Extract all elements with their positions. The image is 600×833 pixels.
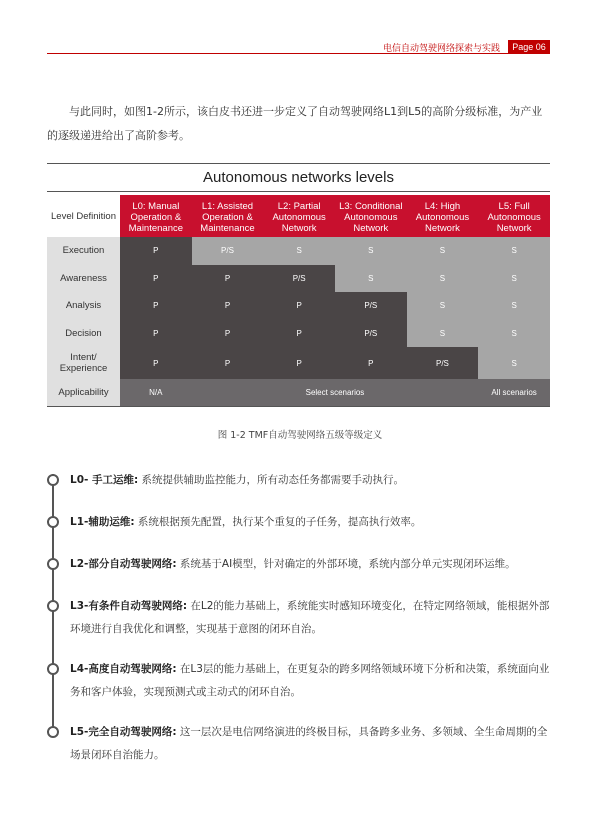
level-item-body: 这一层次是电信网络演进的终极目标，具备跨多业务、多领域、全生命周期的全场景闭环自治能力。 <box>70 726 548 761</box>
level-header-line: Autonomous <box>272 211 326 223</box>
table-cell: P <box>120 347 192 379</box>
table-title-rule <box>47 191 550 192</box>
table-row-awareness <box>47 265 550 293</box>
level-header-line: Network <box>425 222 460 234</box>
level-header-l1 <box>192 195 264 237</box>
table-cell: P <box>120 292 192 320</box>
table-cell: S <box>407 237 479 265</box>
header-title: 电信自动驾驶网络探索与实践 <box>382 44 500 54</box>
applicability-all-scenarios: All scenarios <box>478 379 550 406</box>
table-cell: S <box>478 237 550 265</box>
level-item-text <box>70 721 555 767</box>
table-cell: P/S <box>407 347 479 379</box>
timeline-dot <box>47 726 59 738</box>
level-header-line: L5: Full <box>498 200 530 212</box>
table-cell: S <box>335 237 407 265</box>
row-label-line: Experience <box>59 363 108 374</box>
level-item-body: 系统根据预先配置，执行某个重复的子任务，提高执行效率。 <box>134 516 422 528</box>
intro-paragraph <box>47 100 553 148</box>
timeline-dot <box>47 474 59 486</box>
level-item-head: L4-高度自动驾驶网络: <box>70 663 177 675</box>
level-item-text <box>70 658 555 704</box>
level-item-body: 在L3层的能力基础上，在更复杂的跨多网络领域环境下分析和决策，系统面向业务和客户体验，实现预测式或主动式的闭环自治。 <box>70 663 550 698</box>
table-cell: P/S <box>192 237 264 265</box>
table-cell: S <box>478 320 550 348</box>
table-cell: P/S <box>335 320 407 348</box>
table-cell: P <box>120 237 192 265</box>
level-item-text <box>70 595 555 641</box>
level-header-line: L2: Partial <box>277 200 321 212</box>
level-header-line: L3: Conditional <box>339 200 403 212</box>
table-cell: P <box>263 292 335 320</box>
timeline-dot <box>47 663 59 675</box>
row-label: Awareness <box>47 265 120 293</box>
level-header-line: L4: High <box>424 200 461 212</box>
table-cell: S <box>478 347 550 379</box>
level-item-text <box>70 553 555 576</box>
level-header-line: Autonomous <box>487 211 541 223</box>
level-item-body: 系统提供辅助监控能力，所有动态任务都需要手动执行。 <box>138 474 405 486</box>
levels-table <box>47 163 550 407</box>
table-cell: P/S <box>263 265 335 293</box>
table-title: Autonomous networks levels <box>203 169 394 186</box>
level-item-text <box>70 469 555 492</box>
row-label-line: Intent/ <box>70 352 97 363</box>
row-label: Applicability <box>47 379 120 406</box>
table-cell: S <box>478 265 550 293</box>
level-header-line: Network <box>353 222 389 234</box>
applicability-select-scenarios: Select scenarios <box>192 379 479 406</box>
level-header-l3 <box>335 195 407 237</box>
table-row-decision <box>47 320 550 348</box>
table-cell: S <box>263 237 335 265</box>
level-header-l5 <box>478 195 550 237</box>
table-cell: S <box>335 265 407 293</box>
table-cell: P <box>192 320 264 348</box>
table-cell: P <box>192 292 264 320</box>
table-cell: S <box>407 265 479 293</box>
level-header-line: Maintenance <box>128 222 184 234</box>
table-cell: P <box>120 320 192 348</box>
timeline-dot <box>47 600 59 612</box>
page-number-badge: Page 06 <box>508 40 550 54</box>
table-row-intent-experience <box>47 347 550 379</box>
applicability-l0: N/A <box>120 379 192 406</box>
level-header-line: Operation & <box>130 211 182 223</box>
table-cell: P <box>192 265 264 293</box>
table-cell: P <box>120 265 192 293</box>
figure-caption: 图 1-2 TMF自动驾驶网络五级等级定义 <box>217 430 383 441</box>
intro-text: 与此同时，如图1-2所示，该白皮书还进一步定义了自动驾驶网络L1到L5的高阶分级标准，为产业的逐级递进给出了高阶参考。 <box>47 105 543 142</box>
level-header-line: L0: Manual <box>132 200 180 212</box>
level-item-head: L5-完全自动驾驶网络: <box>70 726 177 738</box>
level-item-head: L3-有条件自动驾驶网络: <box>70 600 188 612</box>
level-definition-label: Level Definition <box>51 210 116 222</box>
timeline-dot <box>47 516 59 528</box>
level-header-l0 <box>120 195 192 237</box>
table-cell: P/S <box>335 292 407 320</box>
table-header-row <box>47 195 550 237</box>
row-label <box>47 347 120 379</box>
level-item-head: L2-部分自动驾驶网络: <box>70 558 177 570</box>
table-cell: P <box>192 347 264 379</box>
level-item-head: L0- 手工运维: <box>70 474 139 486</box>
table-cell: S <box>478 292 550 320</box>
table-cell: S <box>407 292 479 320</box>
table-row-execution <box>47 237 550 265</box>
level-item-body: 在L2的能力基础上，系统能实时感知环境变化，在特定网络领域，能根据外部环境进行自我优化和调整，实现基于意图的闭环自治。 <box>70 600 550 635</box>
row-label: Execution <box>47 237 120 265</box>
table-cell: P <box>263 320 335 348</box>
table-cell: P <box>263 347 335 379</box>
level-header-line: Network <box>281 222 317 234</box>
level-header-line: Maintenance <box>200 222 255 234</box>
level-header-l2 <box>263 195 335 237</box>
level-item-head: L1-辅助运维: <box>70 516 135 528</box>
table-cell: P <box>335 347 407 379</box>
timeline-dot <box>47 558 59 570</box>
table-cell: S <box>407 320 479 348</box>
table-bottom-rule <box>47 406 550 407</box>
level-header-line: Operation & <box>202 211 253 223</box>
table-row-applicability <box>47 379 550 406</box>
level-item-text <box>70 511 555 534</box>
row-label: Analysis <box>47 292 120 320</box>
level-header-line: L1: Assisted <box>201 200 254 212</box>
level-header-l4 <box>407 195 479 237</box>
level-header-line: Autonomous <box>344 211 398 223</box>
level-item-body: 系统基于AI模型，针对确定的外部环境，系统内部分单元实现闭环运维。 <box>176 558 516 570</box>
table-row-analysis <box>47 292 550 320</box>
level-header-line: Network <box>496 222 532 234</box>
row-label: Decision <box>47 320 120 348</box>
level-header-line: Autonomous <box>415 211 470 223</box>
